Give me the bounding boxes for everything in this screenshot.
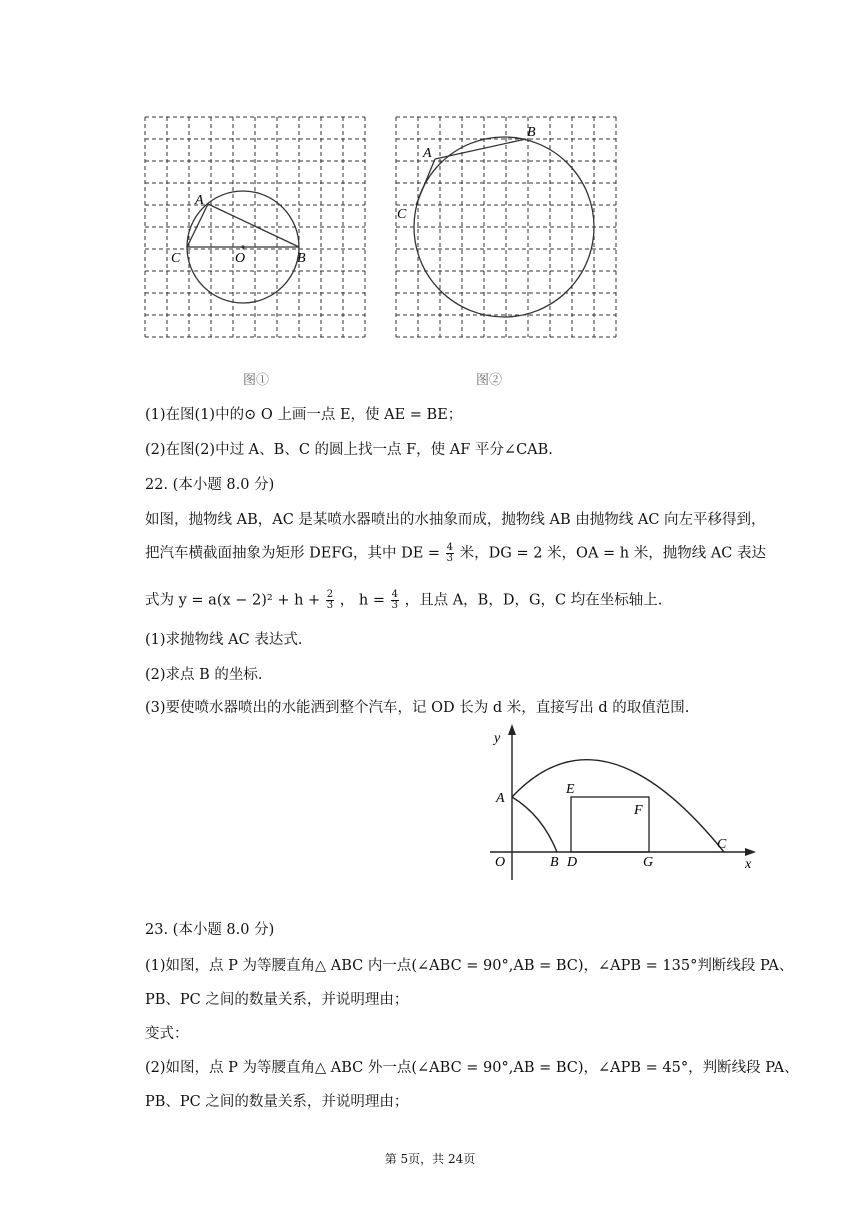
q22-line3-a: 式为 y = a(x − 2)² + h +	[145, 592, 321, 609]
fraction-two-thirds	[326, 590, 334, 611]
x-axis-arrow	[745, 848, 756, 856]
label-c-fig3: C	[717, 837, 727, 852]
axis-label-y: y	[494, 731, 501, 746]
q21-part2: (2)在图(2)中过 A、B、C 的圆上找一点 F，使 AF 平分∠CAB.	[145, 442, 553, 458]
q22-line2-a: 把汽车横截面抽象为矩形 DEFG，其中 DE =	[145, 545, 441, 562]
label-c-fig2: C	[397, 207, 407, 222]
label-a-fig3: A	[496, 791, 505, 806]
label-b-fig3: B	[550, 855, 559, 870]
q23-line1: (1)如图，点 P 为等腰直角△ ABC 内一点(∠ABC = 90°,AB = BC)，∠APB = 135°判断线段 PA、	[145, 958, 794, 974]
label-b: B	[297, 251, 306, 266]
figure-3-parabola	[480, 720, 770, 885]
q21-part1: (1)在图(1)中的⊙ O 上画一点 E，使 AE = BE；	[145, 407, 463, 423]
q23-header: 23. (本小题 8.0 分)	[145, 922, 275, 938]
label-a-fig2: A	[423, 146, 432, 161]
q22-line3-c: ，且点 A，B，D，G，C 均在坐标轴上.	[404, 592, 663, 609]
label-o-fig3: O	[495, 855, 506, 870]
figure-1-grid	[140, 112, 370, 342]
label-a: A	[195, 193, 204, 208]
fraction-h-den: 3	[391, 600, 398, 611]
fraction-de-den: 3	[446, 553, 454, 564]
q22-line2-b: 米，DG = 2 米，OA = h 米，抛物线 AC 表达	[459, 545, 767, 562]
figure-2-caption: 图②	[476, 373, 503, 388]
segment-ac-fig2	[416, 159, 435, 205]
axis-label-x: x	[745, 857, 752, 872]
q22-line3	[145, 590, 662, 611]
label-o: O	[235, 251, 246, 266]
y-axis-arrow	[508, 724, 516, 735]
q23-line5: PB、PC 之间的数量关系，并说明理由；	[145, 1094, 409, 1110]
parabola-ab	[512, 797, 557, 852]
segment-ac	[187, 204, 208, 247]
figure-2-grid	[391, 112, 621, 342]
q22-line2	[145, 543, 766, 564]
label-b-fig2: B	[527, 125, 536, 140]
label-e-fig3: E	[566, 782, 575, 797]
q23-line4: (2)如图，点 P 为等腰直角△ ABC 外一点(∠ABC = 90°,AB = BC)，∠APB = 45°，判断线段 PA、	[145, 1060, 799, 1076]
label-d-fig3: D	[567, 855, 578, 870]
fraction-de-num: 4	[446, 542, 454, 553]
q22-part1: (1)求抛物线 AC 表达式.	[145, 632, 303, 648]
q23-line2: PB、PC 之间的数量关系，并说明理由；	[145, 992, 409, 1008]
segment-ab-fig2	[435, 139, 526, 159]
label-g-fig3: G	[643, 855, 654, 870]
q22-line3-b: ， h =	[339, 592, 385, 609]
figure-1-caption: 图①	[243, 373, 270, 388]
fraction-two-thirds-num: 2	[326, 589, 334, 600]
parabola-ac	[512, 760, 724, 852]
q23-line3: 变式：	[145, 1026, 189, 1042]
fraction-h	[391, 590, 399, 611]
q22-header: 22. (本小题 8.0 分)	[145, 477, 275, 493]
fraction-two-thirds-den: 3	[326, 600, 334, 611]
q22-part3: (3)要使喷水器喷出的水能洒到整个汽车，记 OD 长为 d 米，直接写出 d 的取值范围.	[145, 700, 690, 716]
q22-line1: 如图，抛物线 AB，AC 是某喷水器喷出的水抽象而成，抛物线 AB 由抛物线 AC 向左平移得到，	[145, 512, 766, 528]
q22-part2: (2)求点 B 的坐标.	[145, 667, 263, 683]
label-f-fig3: F	[634, 803, 643, 818]
label-c: C	[171, 251, 181, 266]
fraction-de	[446, 543, 454, 564]
fraction-h-num: 4	[391, 589, 398, 600]
page-footer: 第 5页，共 24页	[384, 1152, 476, 1166]
